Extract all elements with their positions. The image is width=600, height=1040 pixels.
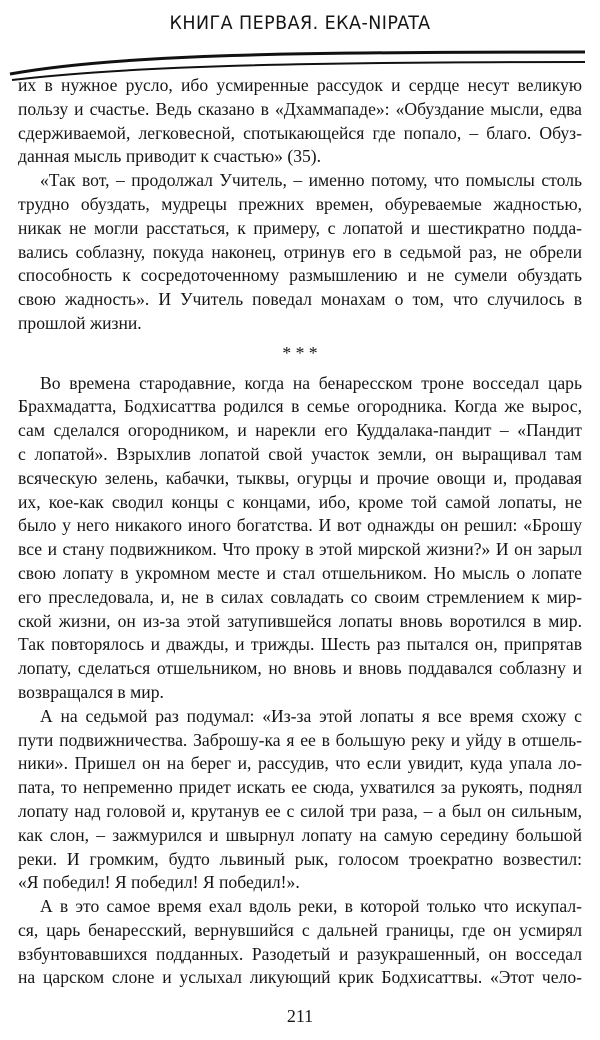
text-line: было у него никакого иного богатства. И вот однажды он решил: «Брошу	[18, 515, 582, 536]
text-line: взбунтовавшихся подданных. Разодетый и разукрашенный, он восседал	[18, 943, 582, 964]
text-line: их в нужное русло, ибо усмиренные рассудок и сердце несут великую	[18, 75, 582, 95]
text-line: трудно обуздать, мудрецы прежних времен, обуреваемые жадностью,	[18, 193, 582, 214]
text-line: лопату над головой и, крутанув ее с силой три раза, – а был он сильным,	[18, 800, 582, 821]
text-line: сдерживаемой, легковесной, спотыкающейся где попало, – благо. Обуз-	[18, 122, 582, 143]
text-line: возвращался в мир.	[18, 681, 164, 702]
text-line: лопату, сделаться отшельником, но вновь и вновь поддавался соблазну и	[18, 658, 582, 679]
text-line: все и стану подвижником. Что проку в этой мирской жизни?» И он зарыл	[18, 539, 582, 560]
text-line: Брахмадатта, Бодхисаттва родился в семье огородника. Когда же вырос,	[18, 396, 582, 417]
text-line: данная мысль приводит к счастью» (35).	[18, 146, 322, 167]
text-line: пути подвижничества. Заброшу-ка я ее в большую реку и уйду в отшель-	[18, 729, 582, 750]
text-line: пата, то непременно придет искать ее сюда, ухватился за рукоять, поднял	[18, 777, 582, 798]
section-separator: * * *	[282, 342, 318, 363]
text-line: свою лопату в укромном месте и стал отшельником. Но мысль о лопате	[18, 562, 582, 583]
text-line: ской жизни, он из-за этой затупившейся лопаты вновь воротился в мир.	[18, 610, 582, 631]
text-line: способность к сосредоточенному размышлению и не сумели обуздать	[18, 265, 582, 286]
paragraphs-after-separator	[18, 372, 582, 991]
page-body	[18, 74, 582, 990]
text-line: на царском слоне и услыхал ликующий крик Бодхисаттвы. «Этот чело-	[18, 967, 582, 988]
text-line: Во времена стародавние, когда на бенаресском троне восседал царь	[40, 372, 582, 393]
paragraph	[18, 169, 582, 336]
paragraph	[18, 705, 582, 895]
page-number: 211	[286, 1006, 314, 1026]
text-line: «Так вот, – продолжал Учитель, – именно потому, что помыслы столь	[40, 170, 582, 191]
paragraphs-before-separator	[18, 74, 582, 336]
text-line: А на седьмой раз подумал: «Из-за этой лопаты я все время схожу с	[40, 705, 582, 726]
running-header: КНИГА ПЕРВАЯ. ЕКА-NIPATA	[169, 12, 431, 34]
text-line: их, кое-как сводил концы с концами, ибо, кроме той самой лопаты, не	[18, 491, 582, 512]
text-line: пользу и счастье. Ведь сказано в «Дхаммападе»: «Обуздание мысли, едва	[18, 98, 582, 119]
text-line: никак не могли расстаться, к примеру, с лопатой и шестикратно подда-	[18, 217, 582, 238]
text-line: прошлой жизни.	[18, 312, 142, 333]
text-line: «Я победил! Я победил! Я победил!».	[18, 872, 300, 893]
text-line: как слон, – зажмурился и швырнул лопату на самую середину большой	[18, 824, 582, 845]
text-line: его преследовала, и, не в силах совладать со своим стремлением к мир-	[18, 586, 582, 607]
text-line: реки. И громким, будто львиный рык, голосом троекратно возвестил:	[18, 848, 582, 869]
text-line: Так повторялось и дважды, и трижды. Шесть раз пытался он, припрятав	[18, 634, 582, 655]
text-line: сам сделался огородником, и нарекли его Куддалака-пандит – «Пандит	[18, 420, 582, 441]
paragraph	[18, 74, 582, 169]
text-line: с лопатой». Взрыхлив лопатой свой участок земли, он выращивал там	[18, 443, 582, 464]
paragraph	[18, 372, 582, 705]
text-line: свою жадность». И Учитель поведал монахам о том, что случилось в	[18, 289, 582, 310]
text-line: ники». Пришел он на берег и, рассудив, что если увидит, куда упала ло-	[18, 753, 582, 774]
text-line: вались соблазну, покуда наконец, отринув его в седьмой раз, не обрели	[18, 241, 582, 262]
text-line: ся, царь бенаресский, вернувшийся с дальней границы, где он усмирял	[18, 919, 582, 940]
text-line: всяческую зелень, кабачки, тыквы, огурцы и прочие овощи и, продавая	[18, 467, 582, 488]
paragraph	[18, 895, 582, 990]
text-line: А в это самое время ехал вдоль реки, в которой только что искупал-	[40, 896, 582, 917]
